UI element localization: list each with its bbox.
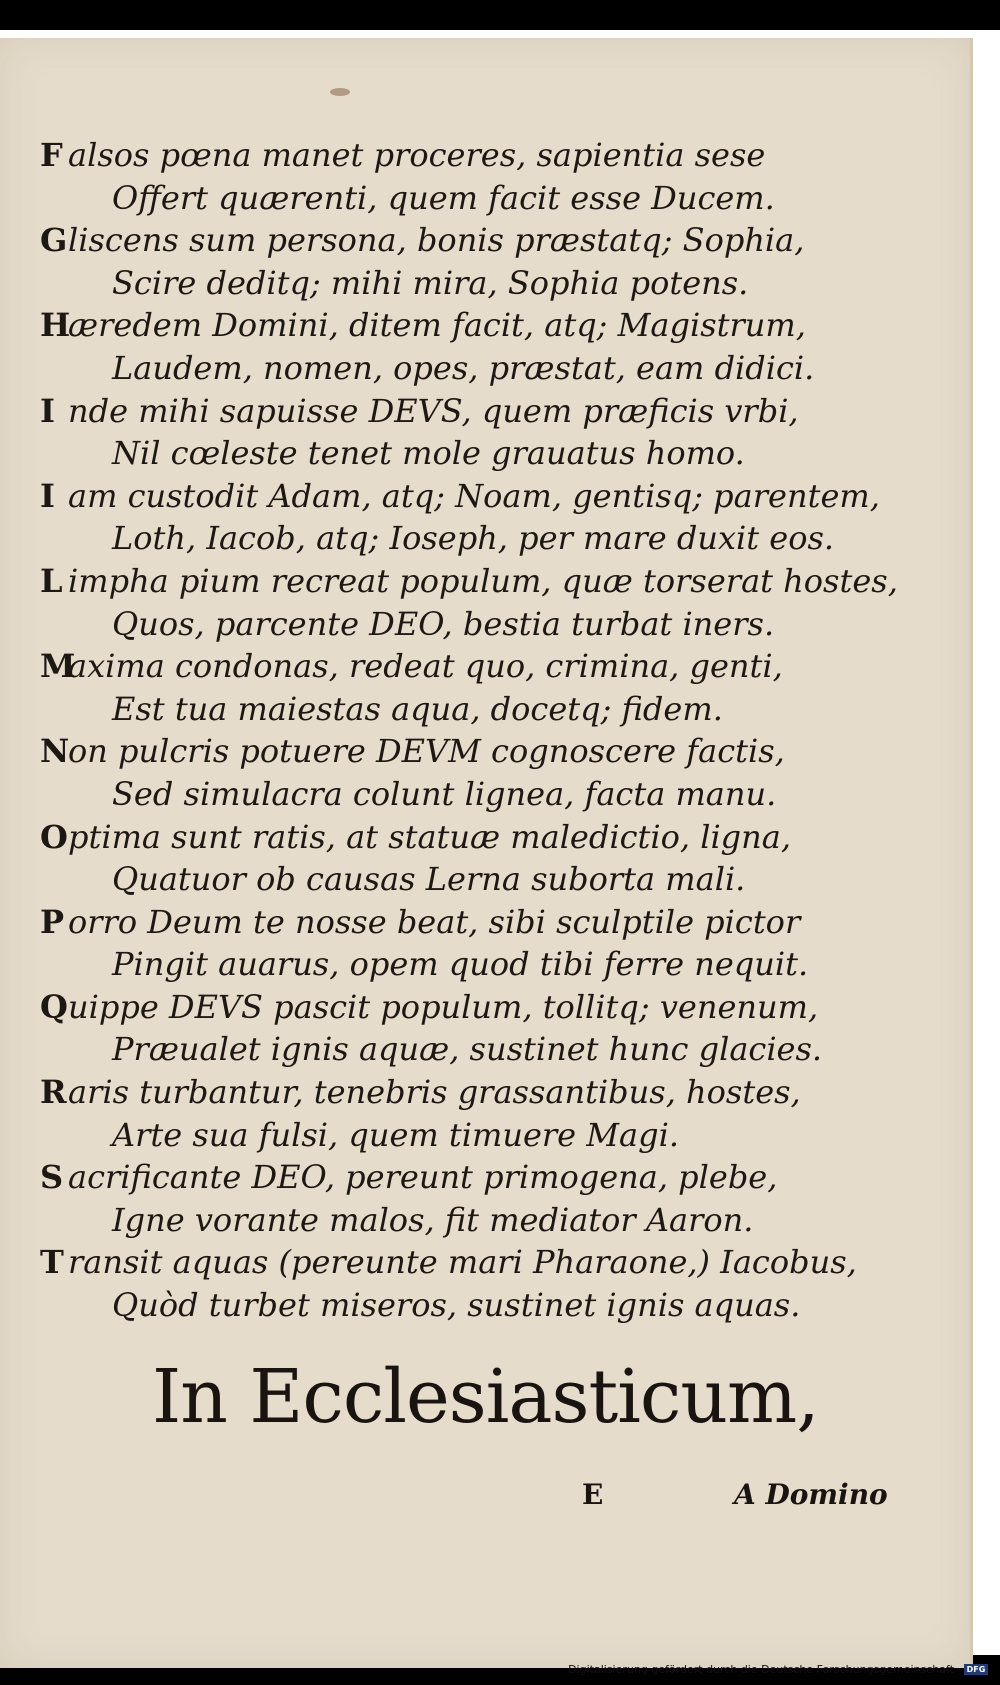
verse-initial: P xyxy=(40,902,65,941)
verse-line xyxy=(40,1156,940,1199)
verse-line xyxy=(40,730,940,773)
verse-text: Arte sua fulsi, quem timuere Magi. xyxy=(112,1115,680,1154)
verse-line xyxy=(40,645,940,688)
verse-text: Nil cœleste tenet mole grauatus homo. xyxy=(112,434,745,473)
section-heading: In Ecclesiasticum, xyxy=(152,1354,819,1440)
verse-line xyxy=(40,560,940,603)
verse-line xyxy=(40,475,940,518)
verse-line xyxy=(40,304,940,347)
verse-text: Offert quærenti, quem facit esse Ducem. xyxy=(112,178,775,217)
verse-text: Sed simulacra colunt lignea, facta manu. xyxy=(112,774,777,813)
verse-initial: O xyxy=(40,817,68,856)
verse-initial: I xyxy=(40,391,55,430)
ink-spot xyxy=(330,88,350,96)
verse-line xyxy=(40,816,940,859)
verse-initial: I xyxy=(40,476,55,515)
verse-text: acrificante DEO, pereunt primogena, plebe, xyxy=(68,1158,778,1197)
verse-line xyxy=(40,390,940,433)
verse-line xyxy=(40,262,940,305)
verse-text: orro Deum te nosse beat, sibi sculptile pictor xyxy=(68,902,801,941)
verse-initial: S xyxy=(40,1158,64,1197)
verse-line xyxy=(40,1028,940,1071)
verse-initial: H xyxy=(40,306,71,345)
verse-line xyxy=(40,517,940,560)
verse-text: am custodit Adam, atq; Noam, gentisq; parentem, xyxy=(68,476,880,515)
verse-text: nde mihi sapuisse DEVS, quem præficis vrbi, xyxy=(68,391,799,430)
verse-text: axima condonas, redeat quo, crimina, genti, xyxy=(68,647,783,686)
verse-line xyxy=(40,603,940,646)
scan-page xyxy=(0,30,1000,1655)
verse-initial: T xyxy=(40,1243,64,1282)
verse-block xyxy=(40,134,940,1327)
verse-text: Quos, parcente DEO, bestia turbat iners. xyxy=(112,604,775,643)
verse-text: Scire deditq; mihi mira, Sophia potens. xyxy=(112,263,749,302)
verse-text: ransit aquas (pereunte mari Pharaone,) Iacobus, xyxy=(68,1243,857,1282)
verse-line xyxy=(40,177,940,220)
digitization-footer xyxy=(568,1663,988,1676)
verse-line xyxy=(40,347,940,390)
verse-line xyxy=(40,432,940,475)
verse-initial: M xyxy=(40,647,76,686)
verse-line xyxy=(40,986,940,1029)
verse-line xyxy=(40,688,940,731)
verse-line xyxy=(40,773,940,816)
footer-text: Digitalisierung gefördert durch die Deutsche Forschungsgemeinschaft · xyxy=(568,1663,961,1676)
verse-text: on pulcris potuere DEVM cognoscere factis, xyxy=(68,732,785,771)
verse-line xyxy=(40,1114,940,1157)
dfg-logo-icon: DFG xyxy=(964,1664,988,1675)
verse-initial: F xyxy=(40,136,63,174)
verse-line xyxy=(40,943,940,986)
verse-text: ptima sunt ratis, at statuæ maledictio, ligna, xyxy=(68,817,792,856)
verse-initial: G xyxy=(40,221,68,260)
verse-line xyxy=(40,1284,940,1327)
verse-initial: N xyxy=(40,732,70,771)
catchword: A Domino xyxy=(734,1478,888,1511)
verse-text: æredem Domini, ditem facit, atq; Magistrum, xyxy=(68,306,806,345)
verse-text: Quòd turbet miseros, sustinet ignis aquas. xyxy=(112,1286,801,1325)
verse-text: Pingit auarus, opem quod tibi ferre nequit. xyxy=(112,945,809,984)
verse-line xyxy=(40,901,940,944)
verse-text: impha pium recreat populum, quæ torserat hostes, xyxy=(68,561,898,600)
verse-initial: L xyxy=(40,561,63,600)
verse-text: Laudem, nomen, opes, præstat, eam didici. xyxy=(112,348,815,387)
verse-text: aris turbantur, tenebris grassantibus, hostes, xyxy=(68,1073,801,1112)
verse-line xyxy=(40,858,940,901)
verse-text: uippe DEVS pascit populum, tollitq; venenum, xyxy=(68,987,819,1026)
signature-mark: E xyxy=(582,1478,604,1511)
verse-line xyxy=(40,219,940,262)
verse-initial: Q xyxy=(40,987,68,1026)
verse-line xyxy=(40,1199,940,1242)
paper-sheet xyxy=(0,38,973,1668)
verse-text: Loth, Iacob, atq; Ioseph, per mare duxit eos. xyxy=(112,519,835,558)
verse-text: Igne vorante malos, fit mediator Aaron. xyxy=(112,1200,754,1239)
verse-text: alsos pœna manet proceres, sapientia sese xyxy=(68,136,766,174)
verse-line xyxy=(40,1241,940,1284)
verse-line xyxy=(40,134,940,177)
verse-text: Est tua maiestas aqua, docetq; fidem. xyxy=(112,689,723,728)
verse-line xyxy=(40,1071,940,1114)
verse-text: liscens sum persona, bonis præstatq; Sophia, xyxy=(68,221,805,260)
verse-text: Quatuor ob causas Lerna suborta mali. xyxy=(112,860,746,899)
verse-text: Præualet ignis aquæ, sustinet hunc glacies. xyxy=(112,1030,823,1069)
verse-initial: R xyxy=(40,1073,67,1112)
